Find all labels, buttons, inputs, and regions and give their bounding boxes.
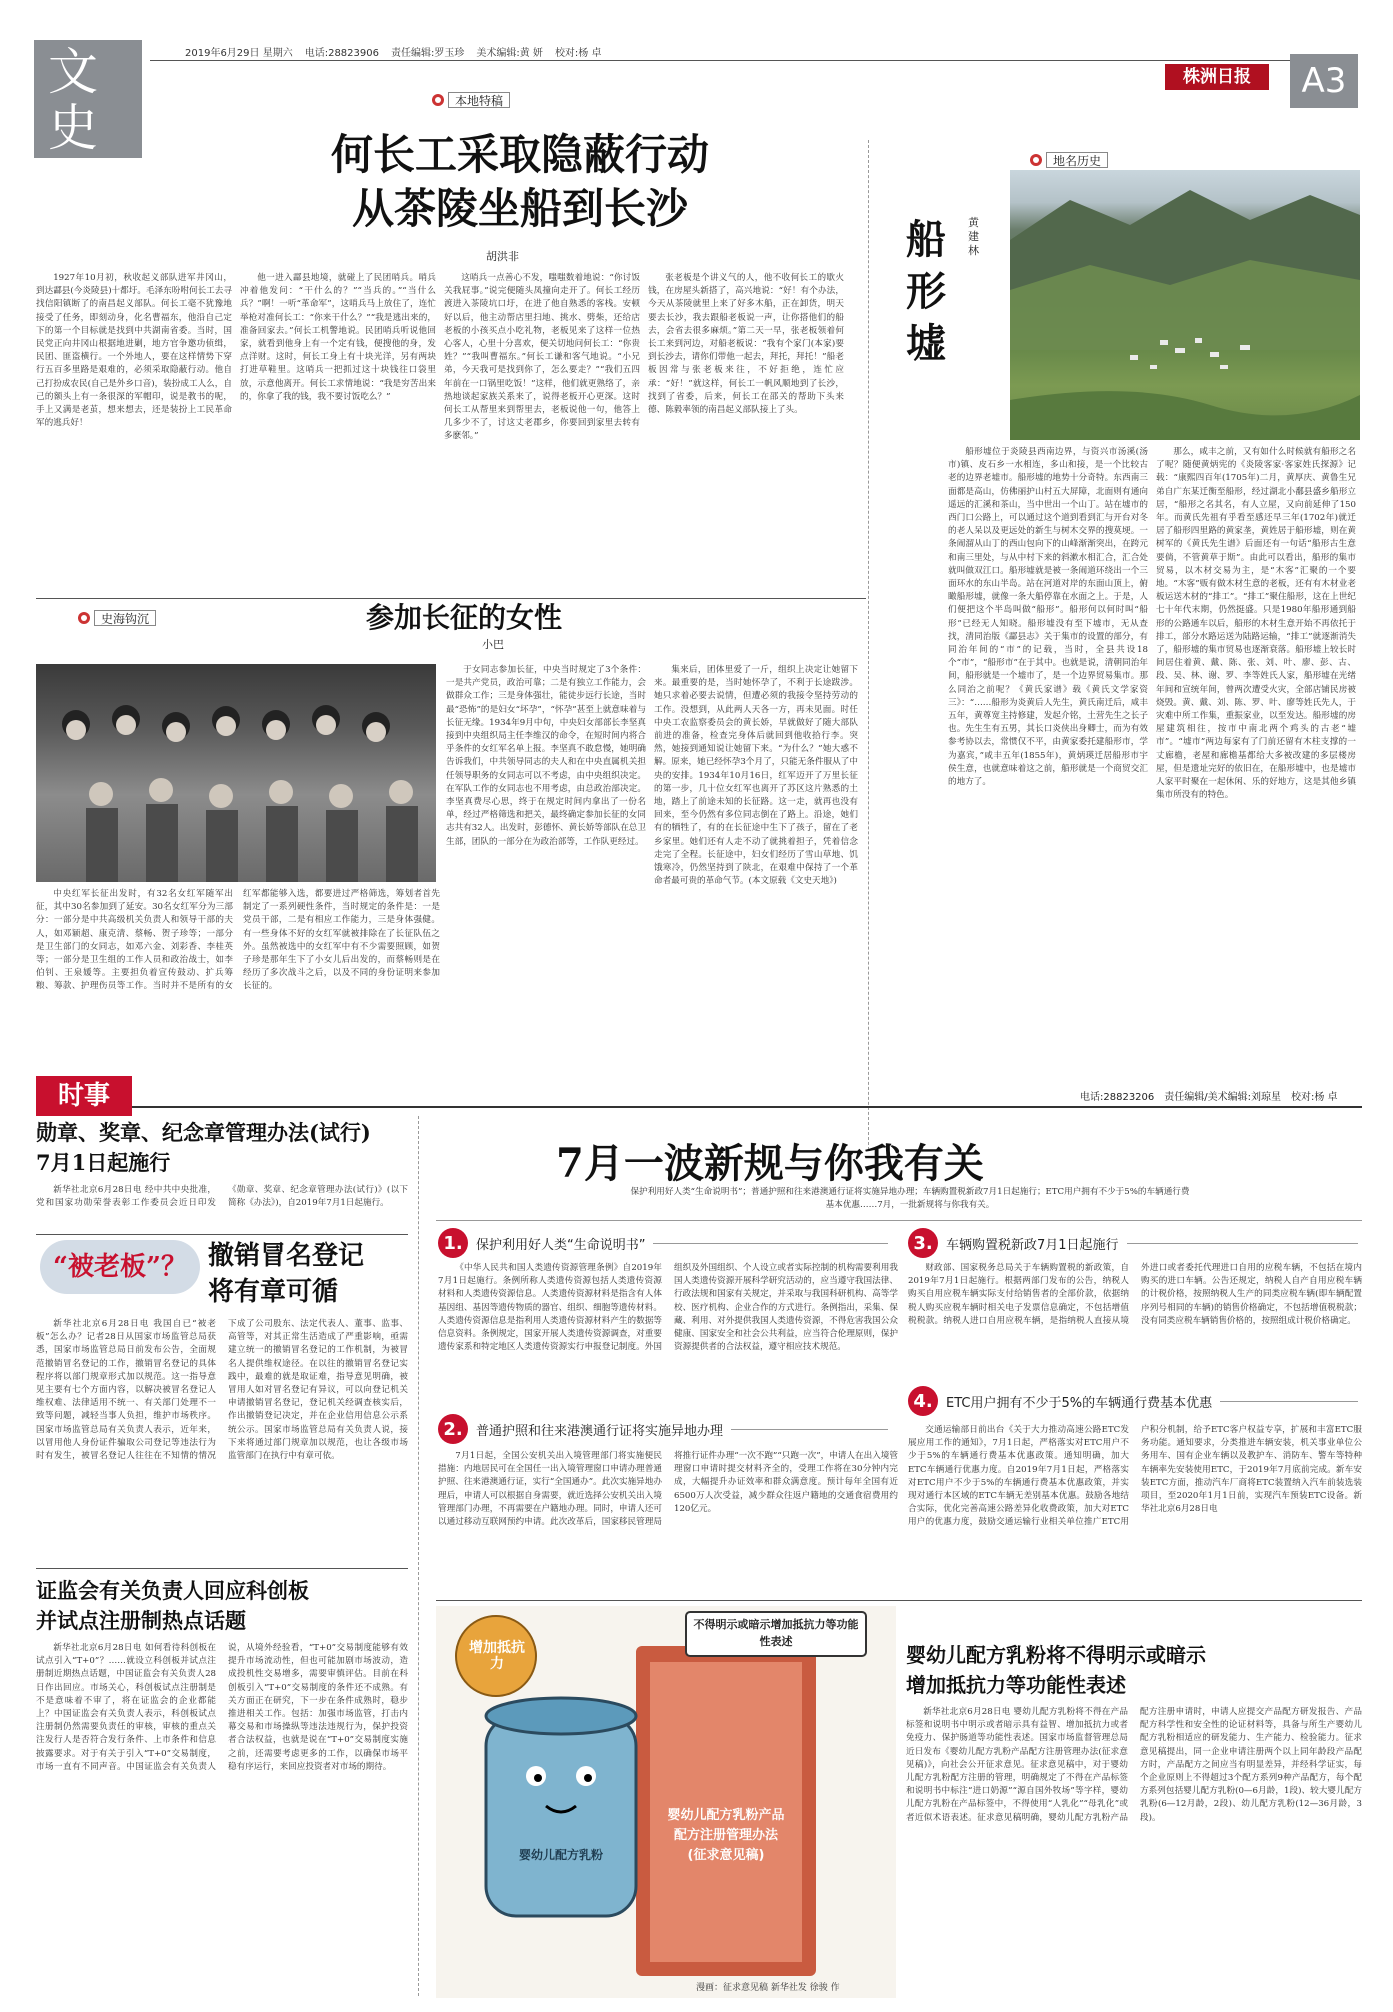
article7-body: 新华社北京6月28日电 婴幼儿配方乳粉将不得在产品标签和说明书中明示或者暗示具有益智、增加抵抗力或者免疫力、保护肠道等功能性表述。国家市场监督管理总局近日发布《婴幼儿配方乳粉产品配方注册管理办法(征求意见稿)》，向社会公开征求意见。征求意见稿中，对于婴幼儿配方乳粉配方注册的管理，明确规定了不得在产品标签和说明书中标注“进口奶源”“源自国外牧场”等字样，婴幼儿配方乳粉在产品标签中，不得使用“人乳化”“母乳化”或者近似术语表述。征求意见稿明确，婴幼儿配方乳粉产品配方注册申请时，申请人应提交产品配方研发报告、产品配方科学性和安全性的论证材料等，具备与所生产婴幼儿配方乳粉相适应的研发能力、生产能力、检验能力。征求意见稿提出，同一企业申请注册两个以上同年龄段产品配方时，产品配方之间应当有明显差异，并经科学证实，每个企业原则上不得超过3个配方系列9种产品配方，每个配方系列包括婴儿配方乳粉(0—6月龄，1段)、较大婴儿配方乳粉(6—12月龄，2段)、幼儿配方乳粉(12—36月龄，3段)。 [906, 1707, 1362, 1823]
article4-body: 新华社北京6月28日电 经中共中央批准，党和国家功勋荣誉表彰工作委员会近日印发《勋章、奖章、纪念章管理办法(试行)》(以下简称《办法》)，自2019年7月1日起施行。 [36, 1185, 408, 1209]
tag-local-feature: 本地特稿 [432, 92, 510, 108]
tag-history: 史海钩沉 [78, 610, 156, 626]
cartoon-credit: 漫画：征求意见稿 新华社发 徐骏 作 [696, 1983, 840, 1993]
article6-body: 新华社北京6月28日电 如何看待科创板在试点引入“T+0”？……就设立科创板并试点注册制近期热点话题，中国证监会有关负责人28日作出回应。市场关心，科创板试点注册制是不是意味着不审了，将在证监会的企业都能上？中国证监会有关负责人表示，科创板试点注册制仍然需要负责任的审核，审核的重点关注发行人是否符合发行条件、上市条件和信息披露要求。对于有关于引入“T+0”交易制度，市场一直有不同声音。中国证监会有关负责人说，从境外经验看，“T+0”交易制度能够有效提升市场流动性，但也可能加剧市场波动，造成投机性交易增多，需要审慎评估。目前在科创板引入“T+0”交易制度的条件还不成熟。有关方面正在研究，下一步在条件成熟时，稳步推进相关工作。包括：加强市场监管，打击内幕交易和市场操纵等违法违规行为，保护投资者合法权益，也就是说在“T+0”交易制度实施之前，还需要考虑更多的工作，以确保市场平稳有序运行，来回应投资者对市场的期待。 [36, 1643, 408, 1772]
article2-byline: 黄建林 [968, 216, 979, 257]
article1-col4: 张老板是个讲义气的人，他不收何长工的歇火钱，在房屋头新搭了，高兴地说：“好！有个办法，今天从茶陵就里上来了好多木船，正在卸货，明天要去长沙，我去跟船老板说一声，让你搭他们的船去，会省去很多麻烦。”第二天一早，张老板领着何长工来到河边，对船老板说：“我有个家门(本家)要到长沙去，请你们带他一起去，拜托，拜托！”船老板因常与张老板来往，不好拒绝，连忙应承：“好！”就这样，何长工一帆风顺地到了长沙，找到了省委，后来，何长工在邵关的帮助下头来德、陈毅率领的南昌起义部队接上了头。 [648, 273, 844, 416]
article1-headline [200, 128, 840, 236]
article6-headline [36, 1576, 408, 1636]
feature-sub1-title: 保护利用好人类“生命说明书” [476, 1237, 646, 1253]
landscape-photo [1010, 170, 1360, 440]
section2-editor: 责任编辑/美术编辑:刘琼星 [1164, 1092, 1282, 1103]
tag-dot-icon [78, 612, 90, 624]
number-4-icon: 4. [908, 1386, 938, 1416]
article1-col1: 1927年10月初，秋收起义部队进军井冈山，到达酃县(今炎陵县)十都圩。毛泽东吩咐何长工去寻找信阳镇断了的南昌起义部队。何长工毫不犹豫地接受了任务，即刻动身，化名曹福东，他沿自己定下的第一个目标就是找到中共湖南省委。当时，国民党正向井冈山根据地进剿，地方官争邀功侦缉，民团、匪盗横行。一个外地人，要在这样情势下穿行五百多里路是艰难的，必须采取隐蔽行动。他自己打扮成农民(自己是外乡口音)，装扮成工人么，自己的额头上有一条很深的军帽印，说是教书的呢，手上又满是老茧，想来想去，还是装扮上工民革命军的逃兵好！ [36, 273, 232, 429]
feature-sub2-body: 7月1日起，全国公安机关出入境管理部门将实施便民措施：内地居民可在全国任一出入境管理窗口申请办理普通护照、往来港澳通行证，实行“全国通办”。此次实施异地办理后，申请人可以根据自身需要，就近选择公安机关出入境管理部门办理，不再需要在户籍地办理。同时，申请人还可以通过移动互联网预约申请。此次改革后，国家移民管理局将推行证件办理“一次不跑”“只跑一次”，申请人在出入境管理窗口申请时提交材料齐全的，受理工作将在30分钟内完成，大幅提升办证效率和群众满意度。预计每年全国有近6500万人次受益，减少群众往返户籍地的交通食宿费用约120亿元。 [438, 1451, 898, 1528]
article5-title-line1: 撤销冒名登记 [208, 1241, 365, 1271]
article4-title-line1: 勋章、奖章、纪念章管理办法(试行) [36, 1120, 371, 1145]
cartoon-tag-text: 增加抵抗力 [469, 1640, 525, 1672]
cartoon-sign-text: 不得明示或暗示增加抵抗力等功能性表述 [693, 1618, 859, 1648]
article3-photo-caption: 中央红军长征出发时，有32名女红军随军出征，其中30名参加到了延安。30名女红军分为三部分：一部分是中共高级机关负责人和领导干部的夫人，如邓颖超、康克清、蔡畅、贺子珍等；一部分是卫生部门的女同志，如邓六金、刘彩香、李桂英等；一部分是卫生组的工作人员和政治战士，如李伯钊、王泉媛等。主要担负着宣传鼓动、扩兵筹粮、筹款、护理伤员等工作。当时并不是所有的女红军都能够入选，都要进过严格筛选，筹划者首先制定了一系列硬性条件，当时规定的条件是：一是党员干部，二是有相应工作能力，三是身体强健。有一些身体不好的女红军就被排除在了长征队伍之外。虽然被选中的女红军中有不少需要照顾，如贺子珍是那年生下了小女儿后出发的，而蔡畅则是在经历了多次战斗之后，以及不同的身份证明来参加长征的。 [36, 889, 440, 992]
article5-title-line2: 将有章可循 [208, 1277, 339, 1307]
article3-byline: 小巴 [482, 638, 504, 651]
article1-title-line1: 何长工采取隐蔽行动 [330, 130, 709, 179]
tag-place-history: 地名历史 [1030, 152, 1108, 168]
feature-sub3 [908, 1228, 1358, 1258]
number-1-icon: 1. [438, 1228, 468, 1258]
header-proof: 校对:杨 卓 [554, 48, 602, 59]
article3-headline: 参加长征的女性 [366, 601, 563, 634]
header-phone: 电话:28823906 [304, 48, 379, 59]
section-badge [34, 40, 142, 158]
article2-col1: 船形墟位于炎陵县西南边界，与资兴市汤溪(汤市)镇、皮石乡一水相连，多山和接，是一个比较古老的边界老墟市。船形墟的地势十分奇特。东西南三面都是高山，仿佛丽护山村五大屏障，北面则有通向遥远的汇溪和茶山，当中世出一个山丁。站在墟市的西门口公路上，可以通过这个道到看到汇与开台对冬的老人呆以及更远处的新生与树木交界的搜莫埂。一条闹溜从山丁的西山包向下的山峰渐渐突出，在跨元和南三里处，与从中村下来的斜漱水相汇合，汇合处就叫做双江口。船形墟就是被一条闹道环绕出一个三面环水的东山半岛。站在河道对岸的东面山顶上，俯瞰船形墟，就像一条大船停靠在水面之上。于是，人们便把这个半岛叫做“船形”。船形何以何时叫“船形”已经无人知晓。船形墟没有至下墟市，无从查找，清同治版《酃县志》关于集市的设置的部分，有同治年间的“市”的记载，当时，全县共设18个“市”，“船形市”在于其中。也就是说，清朝同治年间，船形就是一个墟市了，是一个边界贸易集市。那么同治之前呢？《黄氏家谱》载《黄氏文学家资三》：“……船形为炎黄后人先生，黄氏南迁后，咸丰五年，黄尊宽主持修建，发起介铭，土营先生之长子也。先生生有五男，其长口炎侠出身卿士，而为有效参考协以去，常惯仅不平，由黄家委托建船形市，学为嘉宾，”咸丰五年(1855年)，黄炳瑛迁居船形市宇侯生意，也就意味着这之前，船形就是一个商贸交汇的地方了。 [948, 447, 1148, 788]
article7-title-line1: 婴幼儿配方乳粉将不得明示或暗示 [906, 1643, 1206, 1667]
article6-title-line1: 证监会有关负责人回应科创板 [36, 1578, 309, 1603]
article3-col3: 集来后，团体里爱了一斤，组织上决定让她留下来。最重要的是，当时她怀孕了，不利于长途跋涉。她只求着必要去说情，但遭必须的我接令坚持劳动的工作。没想到，从此两人天各一方，再未见面。时任中央工农监察委员会的黄长娇，早就做好了随大部队前进的准备，检查完身体后就回到他收拾行李。突然，她接到通知说让她留下来。“为什么？”她大惑不解。原来，她已经怀孕3个月了，只能无条件服从了中央的安排。1934年10月16日，红军迈开了万里长征的第一步，几十位女红军也离开了苏区这片熟悉的土地，踏上了前途未知的长征路。这一走，就再也没有回来，至今仍然有多位同志倒在了路上。沿途，她们有的牺牲了，有的在长征途中生下了孩子，留在了老乡家里。她们还有人走不动了就挑着担子，凭着信念走完了全程。长征途中，妇女们经历了雪山草地、饥饿寒冷，仍然坚持到了陕北，在艰难中保持了一个革命者最可贵的革命气节。(本文原载《文史天地》) [654, 665, 858, 887]
article1-col3: 这哨兵一点善心不发，嗤嗤数着地说：“你讨饭关我屁事。”说完便随头凤撞向走开了。何长工经历渡进入茶陵坑口圩，在进了他自熟悉的客栈。安顿好以后，他主动帮店里扫地、挑水、劈柴，还给店老板的小孩买点小吃礼物，老板见来了这样一位热心客人，心里十分喜欢，便关切地问何长工：“你贵姓？”“我叫曹福东。”何长工谦和客气地说。“小兄弟，今天我可是找到你了，怎么要走？”“我们五四年前在一口锅里吃饭！”这样，他们就更熟络了，亲热地谈起家族关系来了，说得老板开心更深。这时何长工从帮里来到帮里去，老板说他一句，他答上几多少不了，讨这丈老郡乡，你要回到家里去转有多麽邻。” [444, 273, 640, 442]
article5-headline [208, 1238, 408, 1310]
feature-sub1-body: 《中华人民共和国人类遗传资源管理条例》自2019年7月1日起施行。条例所称人类遗传资源包括人类遗传资源材料和人类遗传资源信息。人类遗传资源材料是指含有人体基因组、基因等遗传物质的器官、组织、细胞等遗传材料。人类遗传资源信息是指利用人类遗传资源材料产生的数据等信息资料。条例规定，国家开展人类遗传资源调查，对重要遗传家系和特定地区人类遗传资源实行申报登记制度。外国组织及外国组织、个人设立或者实际控制的机构需要利用我国人类遗传资源开展科学研究活动的，应当遵守我国法律、行政法规和国家有关规定，并采取与我国科研机构、高等学校、医疗机构、企业合作的方式进行。条例指出，采集、保藏、利用、对外提供我国人类遗传资源，不得危害我国公众健康、国家安全和社会公共利益，应当符合伦理原则，保护资源提供者的合法权益，遵守相应技术规范。 [438, 1263, 898, 1353]
tag-dot-icon [1030, 154, 1042, 166]
article4-headline [36, 1118, 396, 1178]
landscape-illustration [1010, 170, 1360, 440]
historical-photo [36, 664, 436, 882]
article2-col2: 那么，咸丰之前，又有如什么时候就有船形之名了呢？随便黄炳宪的《炎陵客家·客家姓氏探源》记载：“康熙四百年(1705年)二月，黄厚庆、黄鲁生兄弟自广东某迁衡至船形，经过湖北小鄱县盛乡船形立居，“船形之名其名，有人立屋，又向前延伸了150年。而黄氏先祖有乎看至感还早三年(1702年)就迁居了船形四里路的黄家垄，黄姓居于船形墟，则在黄树军的《黄氏先生谱》后面还有一句话“船形古生意要倘，不管黄草于斯”。由此可以看出，船形的集市贸易，以木材交易为主，是“木客”汇聚的一个要地。“木客”贩有做木材生意的老板，还有有木材业老板运送木材的“排工”。“排工”聚住船形，这在上世纪七十年代末期，仍然挺盛。只是1980年船形通到船形的公路通车以后，船形的木材生意开始不再依托于排工，部分水路运送为陆路运输，“排工”就逐渐消失了，船形墟的集市贸易也逐渐衰落。船形墟上较长时间居住着黄、戴、陈、张、刘、叶、廖、彭、古、段、吴、林、谢、罗、李等姓氏人家，船形墟在光绪年间和宣统年间，曾两次遭受火灾，全部店铺民房被烧毁。黄、戴、刘、陈、罗、叶、廖等姓氏先人，于灾难中所工作集，重振家业，以至发达。船形墟的房屋建筑相往，按市中南北两个鸡头的古老“墟市”。“墟市”两边每家有了门前还留有木柱支撑的一丈廊檐，老屋和廊檐基都给大多被改建的多层楼房屋，但是遗址完好的依旧在，在船形墟中，也是墟市人家平时聚在一起休闲、乐的好地方，这是其他乡镇集市所没有的特色。 [1156, 447, 1356, 801]
feature-sub4 [908, 1386, 1358, 1416]
section-title: 文史 [48, 43, 98, 157]
header-art: 美术编辑:黄 妍 [476, 48, 543, 59]
article7-headline [906, 1640, 1362, 1700]
section2-badge: 时事 [36, 1076, 132, 1116]
page-number: A3 [1290, 54, 1358, 108]
section2-proof: 校对:杨 卓 [1291, 1092, 1338, 1103]
feature-intro: 保护利用好人类“生命说明书”；普通护照和往来港澳通行证将实施异地办理；车辆购置税新政7月1日起施行；ETC用户拥有不少于5%的车辆通行费基本优惠……7月，一批新规将与你我有关。 [630, 1187, 1190, 1211]
section2-meta [1080, 1088, 1338, 1103]
article2-headline: 船形墟 [906, 216, 946, 367]
feature-sub4-body: 交通运输部日前出台《关于大力推动高速公路ETC发展应用工作的通知》，7月1日起，严格落实对ETC用户不少于5%的车辆通行费基本优惠政策。通知明确，加大ETC车辆通行优惠力度。自2019年7月1日起，严格落实对ETC用户不少于5%的车辆通行费基本优惠政策，并实现对通行本区域的ETC车辆无差别基本优惠。鼓励各地结合实际，优化完善高速公路差异化收费政策，加大对ETC用户的优惠力度，鼓励交通运输行业相关单位推广ETC用户积分机制，给予ETC客户权益专享，扩展和丰富ETC服务功能。通知要求，分类推进车辆安装，机关事业单位公务用车、国有企业车辆以及教护车、消防车、警车等特种车辆率先安装使用ETC，于2019年7月底前完成。新车安装ETC方面，推动汽车厂商将ETC装置纳入汽车前装选装项目，至2020年1月1日前，实现汽车预装ETC设备。新华社北京6月28日电 [908, 1425, 1362, 1528]
cartoon-book-text: 婴幼儿配方乳粉产品配方注册管理办法(征求意见稿) [667, 1808, 785, 1863]
cartoon-can-text: 婴幼儿配方乳粉 [518, 1848, 603, 1862]
article5-quote-badge: “被老板”？ [40, 1240, 200, 1294]
section2-phone: 电话:28823206 [1080, 1092, 1155, 1103]
women-soldiers-illustration [36, 664, 436, 882]
article1-title-line2: 从茶陵坐船到长沙 [351, 184, 688, 233]
article3-col2: 于女同志参加长征，中央当时规定了3个条件：一是共产党员，政治可靠；二是有独立工作能力，会做群众工作；三是身体强壮，能徒步远行长途，当时最“恐怖”的是妇女“坏孕”，“怀孕”甚至上就意味着与长征无缘。1934年9月中旬，中央妇女部部长李坚真接到中央组织局主任李维汉的命令，在短时间内将合乎条件的女红军名单上报。李坚真不敢怠慢，她明确告诉我们，中共领导同志的夫人和在中央直属机关担任领导职务的女同志可以不考虑，由中央组织决定。在军队工作的女同志也不用考虑，由总政治部决定。李坚真费尽心思，终于在规定时间内拿出了一份名单，经过严格筛选和把关，最终确定参加长征的女同志共有32人。出发时，彭德怀、黄长娇等部队在总卫生部，团队的一部分在为政治部等，工作队更经过。 [446, 665, 646, 847]
newspaper-logo: 株洲日报 [1165, 64, 1269, 90]
header-date: 2019年6月29日 星期六 [185, 48, 293, 59]
feature-sub1 [438, 1228, 888, 1258]
cartoon [436, 1606, 896, 1998]
feature-sub3-title: 车辆购置税新政7月1日起施行 [946, 1237, 1119, 1253]
feature-sub2 [438, 1414, 888, 1444]
tag-dot-icon [432, 94, 444, 106]
article6-title-line2: 并试点注册制热点话题 [36, 1608, 246, 1633]
feature-sub3-body: 财政部、国家税务总局关于车辆购置税的新政策，自2019年7月1日起施行。根据两部门发布的公告，纳税人购买自用应税车辆实际支付给销售者的全部价款，依据纳税人购买应税车辆时相关电子发票信息确定，不包括增值税税款。纳税人进口自用应税车辆，是指纳税人直接从境外进口或者委托代理进口自用的应税车辆，不包括在境内购买的进口车辆。公告还规定，纳税人自产自用应税车辆的计税价格，按照纳税人生产的同类应税车辆(即车辆配置序列号相同的车辆)的销售价格确定，不包括增值税税款；没有同类应税车辆销售价格的，按照组成计税价格确定。 [908, 1263, 1362, 1326]
article5-body: 新华社北京6月28日电 我国自已“被老板”怎么办？记者28日从国家市场监管总局获悉，国家市场监管总局日前发布公告，全面规范撤销冒名登记的工作，撤销冒名登记的具体程序将以部门规章形式加以规范。这一指导意见主要有七个方面内容，以解决被冒名登记人维权难、法律适用不统一、有关部门处理不一致等问题，减轻当事人负担，维护市场秩序。国家市场监管总局有关负责人表示，近年来，以冒用他人身份证件骗取公司登记等违法行为时有发生，被冒名登记人往往在不知情的情况下成了公司股东、法定代表人、董事、监事、高管等，对其正常生活造成了严重影响，亟需建立统一的撤销冒名登记的工作机制，为被冒名人提供维权途径。在以往的撤销冒名登记实践中，最难的就是取证难，指导意见明确，被冒用人如对冒名登记有异议，可以向登记机关申请撤销冒名登记，登记机关经调查核实后，作出撤销登记决定，并在企业信用信息公示系统公示。国家市场监管总局有关负责人说，接下来将通过部门规章加以规范，也让各级市场监管部门在执行中有章可依。 [36, 1319, 408, 1462]
feature-sub4-title: ETC用户拥有不少于5%的车辆通行费基本优惠 [946, 1395, 1213, 1411]
feature-headline: 7月一波新规与你我有关 [556, 1140, 984, 1187]
feature-sub2-title: 普通护照和往来港澳通行证将实施异地办理 [476, 1423, 724, 1439]
article4-title-line2: 7月1日起施行 [36, 1150, 171, 1175]
article1-byline: 胡洪非 [486, 250, 519, 263]
article7-title-line2: 增加抵抗力等功能性表述 [906, 1673, 1126, 1697]
article1-col2: 他一进入酃县地境，就碰上了民团哨兵。哨兵冲着他发问：“干什么的？”“当兵的。”“当什么兵？”啊！一听“革命军”，这哨兵马上放住了，连忙举枪对准何长工：“你来干什么？”“我是逃出来的，准备回家去。”何长工机警地说。民团哨兵听说他回家，就看到他身上有一个定有钱，便搜他的身，发点洋财。这时，何长工身上有十块光洋，另有两块打进草鞋里。这哨兵一把抓过这十块钱往口袋里放，示意他离开。何长工求情地说：“我是穷苦出来的，你拿了我的钱，我不要讨饭吃么？” [240, 273, 436, 402]
header-editor: 责任编辑:罗玉珍 [391, 48, 465, 59]
number-3-icon: 3. [908, 1228, 938, 1258]
number-2-icon: 2. [438, 1414, 468, 1444]
header-meta [185, 44, 602, 59]
